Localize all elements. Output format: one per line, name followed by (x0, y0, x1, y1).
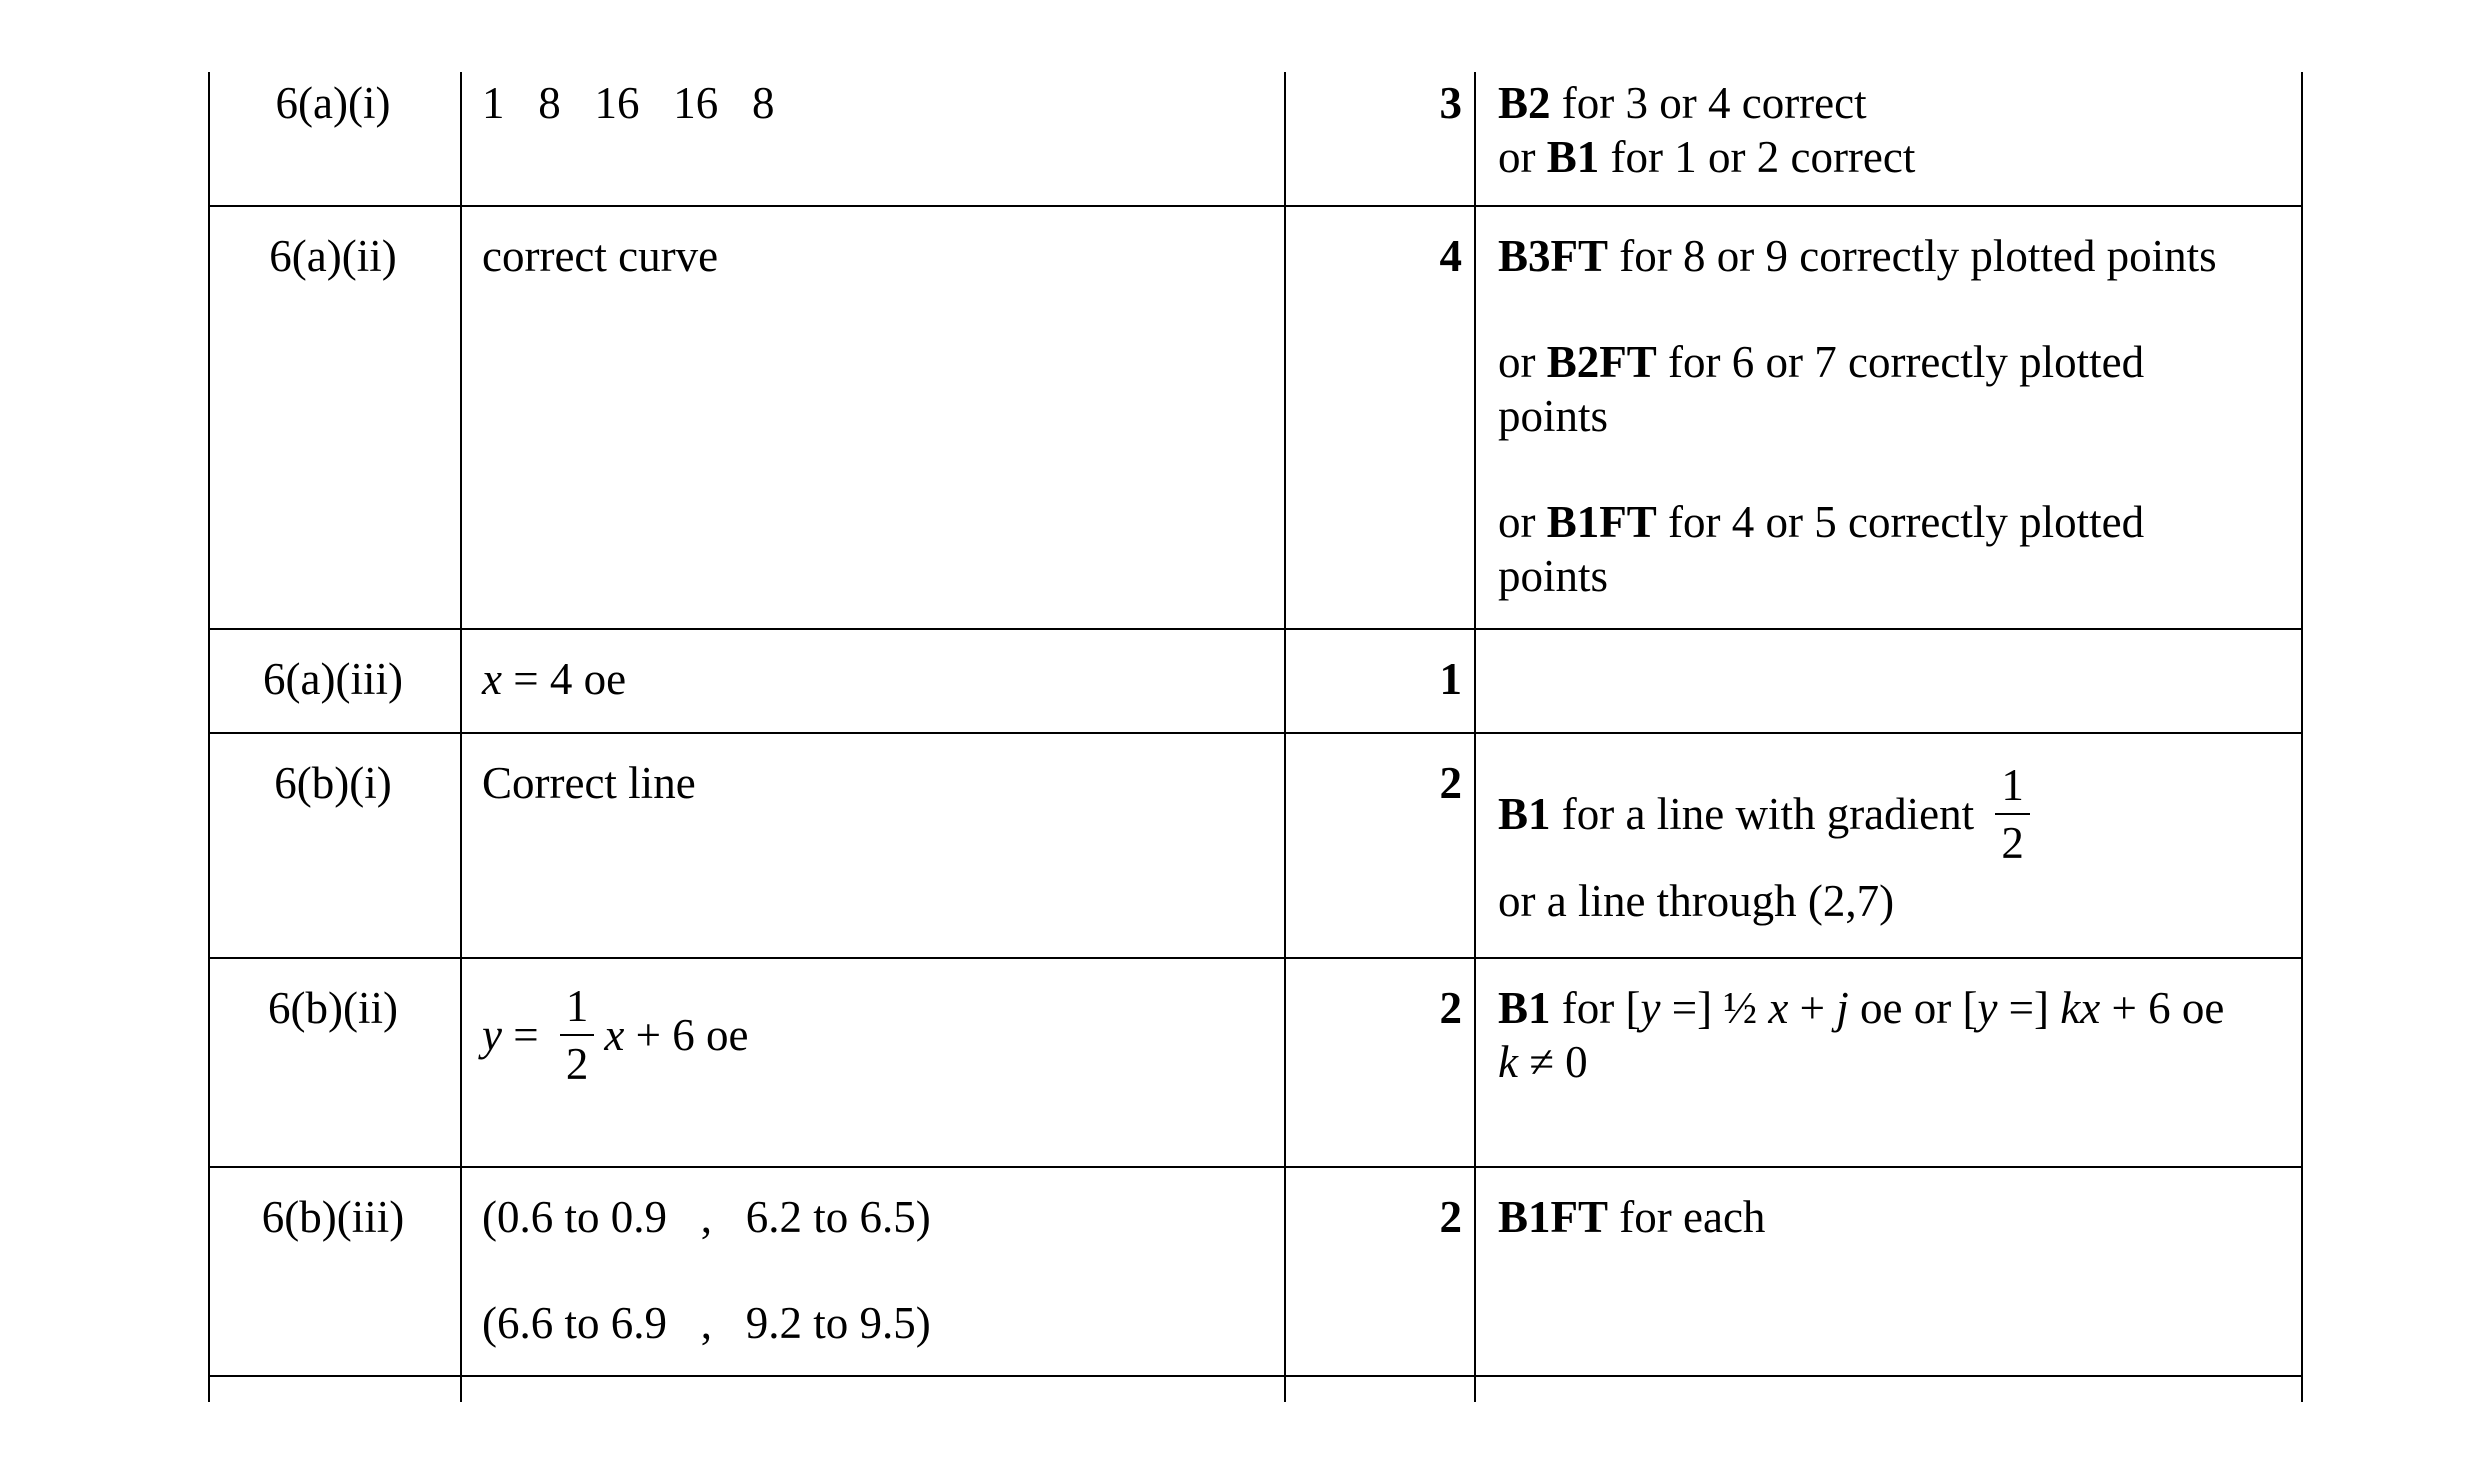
guidance-fragment: =] (1997, 983, 2061, 1033)
fraction-numerator: 1 (560, 978, 595, 1036)
guidance-prefix: or (1498, 337, 1547, 387)
guidance-prefix: or (1498, 132, 1547, 182)
mark-code: B1FT (1498, 1192, 1609, 1242)
marks-value: 3 (1439, 78, 1462, 128)
mark-code: B2 (1498, 78, 1551, 128)
guidance-variable: k (1498, 1037, 1518, 1087)
gradient-fraction (1995, 757, 2030, 871)
answer-line: (6.6 to 6.9 , 9.2 to 9.5) (482, 1298, 931, 1348)
marks-value: 2 (1439, 1192, 1462, 1242)
guidance-line: for 8 or 9 correctly plotted points (1608, 231, 2217, 281)
mark-scheme-table (208, 72, 2303, 1402)
guidance-line: for a line with gradient (1550, 789, 1986, 839)
question-number: 6(a)(i) (275, 78, 391, 128)
guidance-fragment: + (1788, 983, 1837, 1033)
answer-expression: = 4 oe (501, 654, 627, 704)
guidance-text (1498, 76, 2288, 184)
mark-code: B1 (1498, 789, 1551, 839)
mark-code: B1 (1546, 132, 1600, 182)
answer-fraction (560, 978, 595, 1092)
guidance-line: for 6 or 7 correctly plotted points (1498, 337, 2145, 441)
fraction-denominator: 2 (2001, 818, 2024, 868)
guidance-text (1498, 229, 2288, 603)
question-number: 6(a)(ii) (269, 231, 397, 281)
table-row (208, 1166, 2303, 1377)
question-number: 6(b)(ii) (268, 983, 398, 1033)
guidance-fragment: for [ (1550, 983, 1641, 1033)
question-number: 6(b)(i) (274, 758, 392, 808)
guidance-fragment: =] ½ (1660, 983, 1769, 1033)
guidance-fragment: ≠ 0 (1517, 1037, 1588, 1087)
table-row (208, 732, 2303, 959)
guidance-variable: kx (2060, 983, 2101, 1033)
guidance-variable: x (1768, 983, 1789, 1033)
guidance-variable: j (1836, 983, 1849, 1033)
answer-text: Correct line (482, 758, 696, 808)
mark-code: B2FT (1546, 337, 1657, 387)
guidance-line: or a line through (2,7) (1498, 876, 1895, 926)
table-row (208, 628, 2303, 734)
answer-expression: + 6 oe (624, 1010, 749, 1060)
guidance-fragment: + 6 oe (2100, 983, 2225, 1033)
marks-value: 1 (1439, 654, 1462, 704)
answer-operator: = (501, 1010, 550, 1060)
fraction-denominator: 2 (565, 1039, 589, 1089)
guidance-variable: y (1977, 983, 1998, 1033)
answer-variable: x (604, 1010, 625, 1060)
question-number: 6(b)(iii) (261, 1192, 405, 1242)
answer-equation (482, 975, 1282, 1095)
mark-code: B1FT (1546, 497, 1657, 547)
marks-value: 4 (1439, 231, 1462, 281)
answer-variable: x (482, 654, 502, 704)
marks-value: 2 (1439, 983, 1462, 1033)
table-row (208, 205, 2303, 630)
answer-text: correct curve (482, 231, 719, 281)
guidance-text (1498, 754, 2288, 928)
answer-text (482, 652, 1282, 706)
guidance-variable: y (1640, 983, 1661, 1033)
table-row (208, 957, 2303, 1168)
guidance-text (1498, 1190, 2288, 1244)
guidance-prefix: or (1498, 497, 1547, 547)
guidance-line: for 4 or 5 correctly plotted points (1498, 497, 2145, 601)
answer-line: (0.6 to 0.9 , 6.2 to 6.5) (482, 1192, 931, 1242)
guidance-line: for 3 or 4 correct (1550, 78, 1867, 128)
fraction-numerator: 1 (1995, 757, 2030, 815)
guidance-fragment: oe or [ (1848, 983, 1978, 1033)
question-number: 6(a)(iii) (263, 654, 403, 704)
answer-text (482, 1190, 1282, 1350)
mark-code: B3FT (1498, 231, 1609, 281)
guidance-line: for 1 or 2 correct (1599, 132, 1916, 182)
guidance-text (1498, 981, 2288, 1089)
marks-value: 2 (1439, 758, 1462, 808)
guidance-line: for each (1608, 1192, 1766, 1242)
table-row (208, 72, 2303, 207)
answer-variable: y (482, 1010, 502, 1060)
answer-text: 1 8 16 16 8 (482, 78, 775, 128)
mark-code: B1 (1498, 983, 1551, 1033)
